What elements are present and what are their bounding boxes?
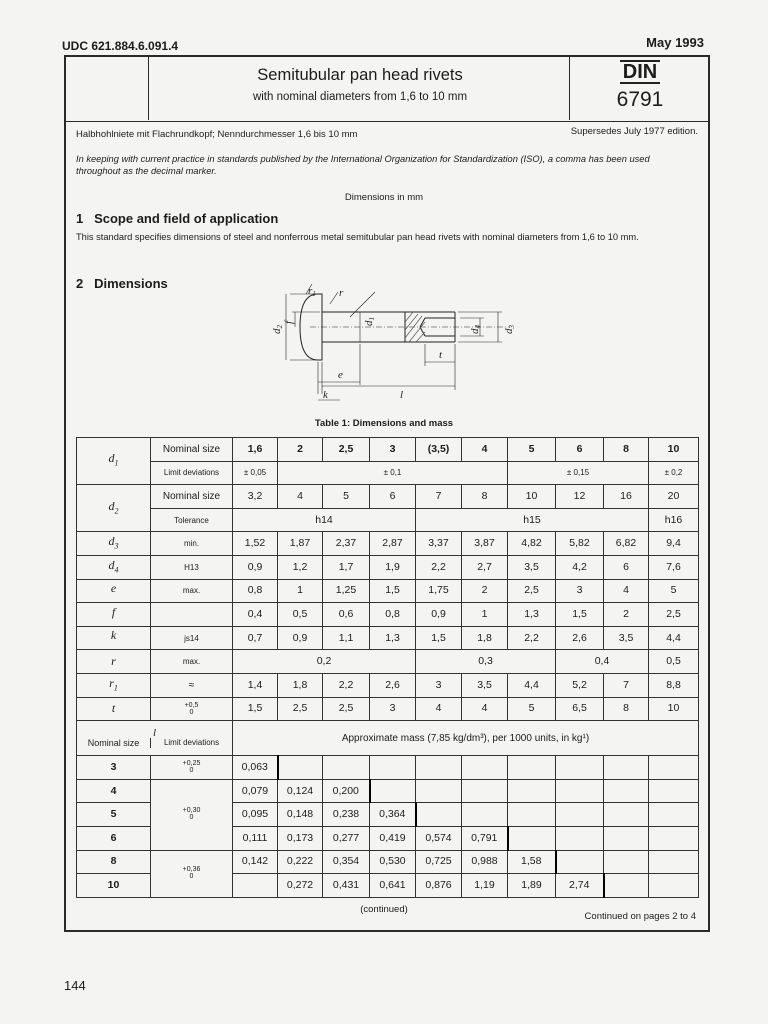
mass-value-cell: 1,58 xyxy=(508,850,556,874)
mass-value-cell xyxy=(370,756,416,780)
r1-value-cell: 8,8 xyxy=(649,673,699,697)
value-cell: 2,37 xyxy=(323,532,370,556)
mass-l-cell: 8 xyxy=(77,850,151,874)
iso-note: In keeping with current practice in standards published by the International Organization for Standardization (ISO), a comma has been used throughout as the decimal marker. xyxy=(76,154,650,176)
r1-value-cell: 1,4 xyxy=(233,673,278,697)
mass-value-cell: 1,19 xyxy=(462,874,508,898)
mass-value-cell: 0,142 xyxy=(233,850,278,874)
d2-value-cell: 20 xyxy=(649,485,699,509)
label-d2: d xyxy=(271,328,283,334)
r1-symbol: $r_1$ xyxy=(77,673,151,697)
table-row xyxy=(77,438,699,462)
value-cell: 2,6 xyxy=(556,626,604,650)
mass-value-cell: 0,148 xyxy=(278,803,323,827)
mass-value-cell: 0,079 xyxy=(233,779,278,803)
t-value-cell: 6,5 xyxy=(556,697,604,721)
value-cell: 0,9 xyxy=(233,555,278,579)
value-cell: 6 xyxy=(604,555,649,579)
mass-value-cell: 0,876 xyxy=(416,874,462,898)
mass-value-cell xyxy=(556,850,604,874)
d1-symbol: $d_1$ xyxy=(77,438,151,485)
value-cell: 1,25 xyxy=(323,579,370,603)
value-cell: 0,5 xyxy=(278,603,323,627)
mass-value-cell xyxy=(370,779,416,803)
r1-value-cell: 2,2 xyxy=(323,673,370,697)
value-cell: 2 xyxy=(462,579,508,603)
d2-value-cell: 5 xyxy=(323,485,370,509)
r-value-cell: 0,3 xyxy=(416,650,556,674)
value-cell: 6,82 xyxy=(604,532,649,556)
r1-value-cell: 7 xyxy=(604,673,649,697)
d1-dev-cell: ± 0,15 xyxy=(508,461,649,485)
mass-value-cell xyxy=(604,803,649,827)
row-symbol: $d_3$ xyxy=(77,532,151,556)
r1-value-cell: 1,8 xyxy=(278,673,323,697)
t-value-cell: 2,5 xyxy=(323,697,370,721)
value-cell: 1,52 xyxy=(233,532,278,556)
t-value-cell: 2,5 xyxy=(278,697,323,721)
section-2-heading: 2 Dimensions xyxy=(76,276,168,291)
table-row xyxy=(77,779,699,803)
label-l: l xyxy=(400,389,404,401)
value-cell: 1,2 xyxy=(278,555,323,579)
mass-tol-cell: +0,30 0 xyxy=(151,779,233,850)
value-cell: 0,4 xyxy=(233,603,278,627)
mass-l-cell: 6 xyxy=(77,826,151,850)
d1-size-cell: 4 xyxy=(462,438,508,462)
section-1-heading: 1 Scope and field of application xyxy=(76,211,279,226)
table-row xyxy=(77,603,699,627)
d1-size-cell: (3,5) xyxy=(416,438,462,462)
mass-value-cell xyxy=(556,779,604,803)
mass-header-l: l Nominal size Limit deviations xyxy=(77,721,233,756)
table-row xyxy=(77,697,699,721)
value-cell: 0,9 xyxy=(278,626,323,650)
mass-value-cell xyxy=(649,826,699,850)
mass-value-cell xyxy=(556,826,604,850)
t-symbol: t xyxy=(77,697,151,721)
mass-value-cell: 1,89 xyxy=(508,874,556,898)
row-note xyxy=(151,603,233,627)
value-cell: 0,9 xyxy=(416,603,462,627)
d2-value-cell: 4 xyxy=(278,485,323,509)
d2-value-cell: 7 xyxy=(416,485,462,509)
table-row xyxy=(77,461,699,485)
row-note: H13 xyxy=(151,555,233,579)
value-cell: 1,1 xyxy=(323,626,370,650)
value-cell: 2,2 xyxy=(508,626,556,650)
r-value-cell: 0,4 xyxy=(556,650,649,674)
row-note: min. xyxy=(151,532,233,556)
mass-value-cell: 0,111 xyxy=(233,826,278,850)
value-cell: 4 xyxy=(604,579,649,603)
row-symbol: $d_4$ xyxy=(77,555,151,579)
d1-dev-cell: ± 0,2 xyxy=(649,461,699,485)
d2-nominal-label: Nominal size xyxy=(151,485,233,509)
mass-value-cell: 0,063 xyxy=(233,756,278,780)
value-cell: 5 xyxy=(649,579,699,603)
label-e: e xyxy=(338,369,343,381)
t-value-cell: 4 xyxy=(416,697,462,721)
t-value-cell: 8 xyxy=(604,697,649,721)
table-row xyxy=(77,508,699,532)
d1-limit-label: Limit deviations xyxy=(151,461,233,485)
d1-size-cell: 2,5 xyxy=(323,438,370,462)
mass-value-cell xyxy=(508,826,556,850)
mass-value-cell xyxy=(556,803,604,827)
value-cell: 5,82 xyxy=(556,532,604,556)
value-cell: 2,7 xyxy=(462,555,508,579)
mass-value-cell xyxy=(508,803,556,827)
d2-value-cell: 10 xyxy=(508,485,556,509)
row-symbol: e xyxy=(77,579,151,603)
d2-tolerance-label: Tolerance xyxy=(151,508,233,532)
mass-value-cell xyxy=(604,874,649,898)
d1-nominal-label: Nominal size xyxy=(151,438,233,462)
mass-value-cell: 0,641 xyxy=(370,874,416,898)
value-cell: 2,2 xyxy=(416,555,462,579)
d1-dev-cell: ± 0,1 xyxy=(278,461,508,485)
dimensions-table xyxy=(76,437,699,898)
d2-tol-cell: h16 xyxy=(649,508,699,532)
label-d4: d xyxy=(469,328,481,334)
mass-value-cell: 0,530 xyxy=(370,850,416,874)
value-cell: 3,87 xyxy=(462,532,508,556)
value-cell: 4,2 xyxy=(556,555,604,579)
mass-value-cell xyxy=(649,874,699,898)
mass-value-cell: 0,574 xyxy=(416,826,462,850)
value-cell: 3 xyxy=(556,579,604,603)
mass-value-cell xyxy=(416,779,462,803)
d2-value-cell: 16 xyxy=(604,485,649,509)
value-cell: 1 xyxy=(278,579,323,603)
value-cell: 3,5 xyxy=(508,555,556,579)
publication-date: May 1993 xyxy=(646,35,704,50)
d2-tol-cell: h14 xyxy=(233,508,416,532)
rivet-drawing xyxy=(250,282,520,407)
value-cell: 1,5 xyxy=(416,626,462,650)
page-number: 144 xyxy=(64,978,86,993)
r-symbol: r xyxy=(77,650,151,674)
din-label: DIN xyxy=(572,60,708,84)
mass-value-cell xyxy=(508,779,556,803)
d2-value-cell: 3,2 xyxy=(233,485,278,509)
label-f: f xyxy=(283,320,295,324)
value-cell: 1,3 xyxy=(508,603,556,627)
mass-value-cell: 0,277 xyxy=(323,826,370,850)
supersedes-note: Supersedes July 1977 edition. xyxy=(570,126,698,137)
value-cell: 1,75 xyxy=(416,579,462,603)
row-symbol: k xyxy=(77,626,151,650)
svg-text:d2: d2 xyxy=(271,325,284,334)
table-row xyxy=(77,485,699,509)
mass-l-cell: 5 xyxy=(77,803,151,827)
r-note: max. xyxy=(151,650,233,674)
r1-value-cell: 4,4 xyxy=(508,673,556,697)
value-cell: 1,5 xyxy=(556,603,604,627)
continued-note: (continued) xyxy=(360,904,408,915)
table-row xyxy=(77,532,699,556)
mass-value-cell xyxy=(649,850,699,874)
mass-value-cell xyxy=(416,803,462,827)
label-t: t xyxy=(439,349,443,361)
t-value-cell: 3 xyxy=(370,697,416,721)
value-cell: 4,82 xyxy=(508,532,556,556)
d1-size-cell: 5 xyxy=(508,438,556,462)
mass-tol-cell: +0,25 0 xyxy=(151,756,233,780)
mass-value-cell: 0,431 xyxy=(323,874,370,898)
value-cell: 1,7 xyxy=(323,555,370,579)
d1-size-cell: 1,6 xyxy=(233,438,278,462)
table-row xyxy=(77,673,699,697)
document-subtitle: with nominal diameters from 1,6 to 10 mm xyxy=(252,91,468,103)
mass-value-cell: 2,74 xyxy=(556,874,604,898)
d2-tol-cell: h15 xyxy=(416,508,649,532)
svg-text:d3: d3 xyxy=(503,325,516,334)
value-cell: 0,7 xyxy=(233,626,278,650)
mass-value-cell xyxy=(604,850,649,874)
mass-value-cell xyxy=(508,756,556,780)
mass-value-cell: 0,238 xyxy=(323,803,370,827)
mass-value-cell: 0,419 xyxy=(370,826,416,850)
d1-size-cell: 8 xyxy=(604,438,649,462)
r-value-cell: 0,5 xyxy=(649,650,699,674)
value-cell: 2 xyxy=(604,603,649,627)
value-cell: 4,4 xyxy=(649,626,699,650)
mass-value-cell: 0,173 xyxy=(278,826,323,850)
mass-value-cell: 0,988 xyxy=(462,850,508,874)
t-value-cell: 10 xyxy=(649,697,699,721)
value-cell: 0,8 xyxy=(370,603,416,627)
mass-value-cell xyxy=(233,874,278,898)
mass-header-title: Approximate mass (7,85 kg/dm³), per 1000 units, in kg¹) xyxy=(233,721,699,756)
continued-pages-note: Continued on pages 2 to 4 xyxy=(584,911,696,922)
d1-dev-cell: ± 0,05 xyxy=(233,461,278,485)
mass-value-cell xyxy=(604,826,649,850)
table-row xyxy=(77,650,699,674)
d1-size-cell: 6 xyxy=(556,438,604,462)
mass-value-cell: 0,200 xyxy=(323,779,370,803)
t-value-cell: 4 xyxy=(462,697,508,721)
section-1-text: This standard specifies dimensions of steel and nonferrous metal semitubular pan head rivets with nominal diameters from 1,6 to 10 mm. xyxy=(76,232,639,242)
label-d1: d xyxy=(363,320,375,326)
r1-value-cell: 3,5 xyxy=(462,673,508,697)
label-k: k xyxy=(323,389,328,401)
value-cell: 3,5 xyxy=(604,626,649,650)
din-number: 6791 xyxy=(616,88,664,111)
svg-text:d1: d1 xyxy=(363,317,376,326)
value-cell: 1,5 xyxy=(370,579,416,603)
udc-code: UDC 621.884.6.091.4 xyxy=(62,39,179,53)
d2-value-cell: 12 xyxy=(556,485,604,509)
d1-size-cell: 2 xyxy=(278,438,323,462)
mass-value-cell xyxy=(462,756,508,780)
table-row xyxy=(77,555,699,579)
table-row xyxy=(77,756,699,780)
value-cell: 2,5 xyxy=(649,603,699,627)
r1-value-cell: 2,6 xyxy=(370,673,416,697)
value-cell: 2,5 xyxy=(508,579,556,603)
value-cell: 1,8 xyxy=(462,626,508,650)
table-row xyxy=(77,721,699,756)
value-cell: 1 xyxy=(462,603,508,627)
r-value-cell: 0,2 xyxy=(233,650,416,674)
row-note: js14 xyxy=(151,626,233,650)
svg-text:r1: r1 xyxy=(308,285,316,298)
mass-value-cell: 0,725 xyxy=(416,850,462,874)
mass-l-cell: 4 xyxy=(77,779,151,803)
mass-tol-cell: +0,36 0 xyxy=(151,850,233,897)
table-caption: Table 1: Dimensions and mass xyxy=(314,418,454,429)
mass-value-cell xyxy=(323,756,370,780)
value-cell: 3,37 xyxy=(416,532,462,556)
r1-note: ≈ xyxy=(151,673,233,697)
d2-value-cell: 6 xyxy=(370,485,416,509)
table-row xyxy=(77,626,699,650)
mass-value-cell: 0,791 xyxy=(462,826,508,850)
value-cell: 2,87 xyxy=(370,532,416,556)
value-cell: 1,87 xyxy=(278,532,323,556)
d2-symbol: $d_2$ xyxy=(77,485,151,532)
mass-value-cell: 0,364 xyxy=(370,803,416,827)
mass-value-cell: 0,095 xyxy=(233,803,278,827)
table-row xyxy=(77,850,699,874)
r1-value-cell: 3 xyxy=(416,673,462,697)
value-cell: 0,8 xyxy=(233,579,278,603)
mass-value-cell xyxy=(604,779,649,803)
label-r1: r xyxy=(308,285,313,297)
row-symbol: f xyxy=(77,603,151,627)
value-cell: 1,9 xyxy=(370,555,416,579)
document-title: Semitubular pan head rivets xyxy=(257,66,463,84)
t-note: +0,5 0 xyxy=(151,697,233,721)
t-value-cell: 5 xyxy=(508,697,556,721)
mass-value-cell: 0,124 xyxy=(278,779,323,803)
r1-value-cell: 5,2 xyxy=(556,673,604,697)
svg-text:d4: d4 xyxy=(469,325,482,334)
label-r: r xyxy=(339,287,344,299)
value-cell: 9,4 xyxy=(649,532,699,556)
value-cell: 1,3 xyxy=(370,626,416,650)
german-title: Halbhohlniete mit Flachrundkopf; Nenndurchmesser 1,6 bis 10 mm xyxy=(76,129,358,140)
d1-size-cell: 10 xyxy=(649,438,699,462)
mass-value-cell xyxy=(649,756,699,780)
table-row xyxy=(77,579,699,603)
value-cell: 0,6 xyxy=(323,603,370,627)
t-value-cell: 1,5 xyxy=(233,697,278,721)
dimensions-note: Dimensions in mm xyxy=(344,192,424,203)
mass-value-cell xyxy=(416,756,462,780)
value-cell: 7,6 xyxy=(649,555,699,579)
mass-value-cell: 0,272 xyxy=(278,874,323,898)
d2-value-cell: 8 xyxy=(462,485,508,509)
mass-value-cell xyxy=(604,756,649,780)
mass-l-cell: 3 xyxy=(77,756,151,780)
mass-value-cell: 0,222 xyxy=(278,850,323,874)
mass-value-cell xyxy=(649,803,699,827)
mass-value-cell xyxy=(278,756,323,780)
mass-value-cell xyxy=(462,779,508,803)
row-note: max. xyxy=(151,579,233,603)
mass-value-cell xyxy=(649,779,699,803)
mass-l-cell: 10 xyxy=(77,874,151,898)
mass-value-cell: 0,354 xyxy=(323,850,370,874)
mass-value-cell xyxy=(556,756,604,780)
d1-size-cell: 3 xyxy=(370,438,416,462)
mass-value-cell xyxy=(462,803,508,827)
label-d3: d xyxy=(503,328,515,334)
